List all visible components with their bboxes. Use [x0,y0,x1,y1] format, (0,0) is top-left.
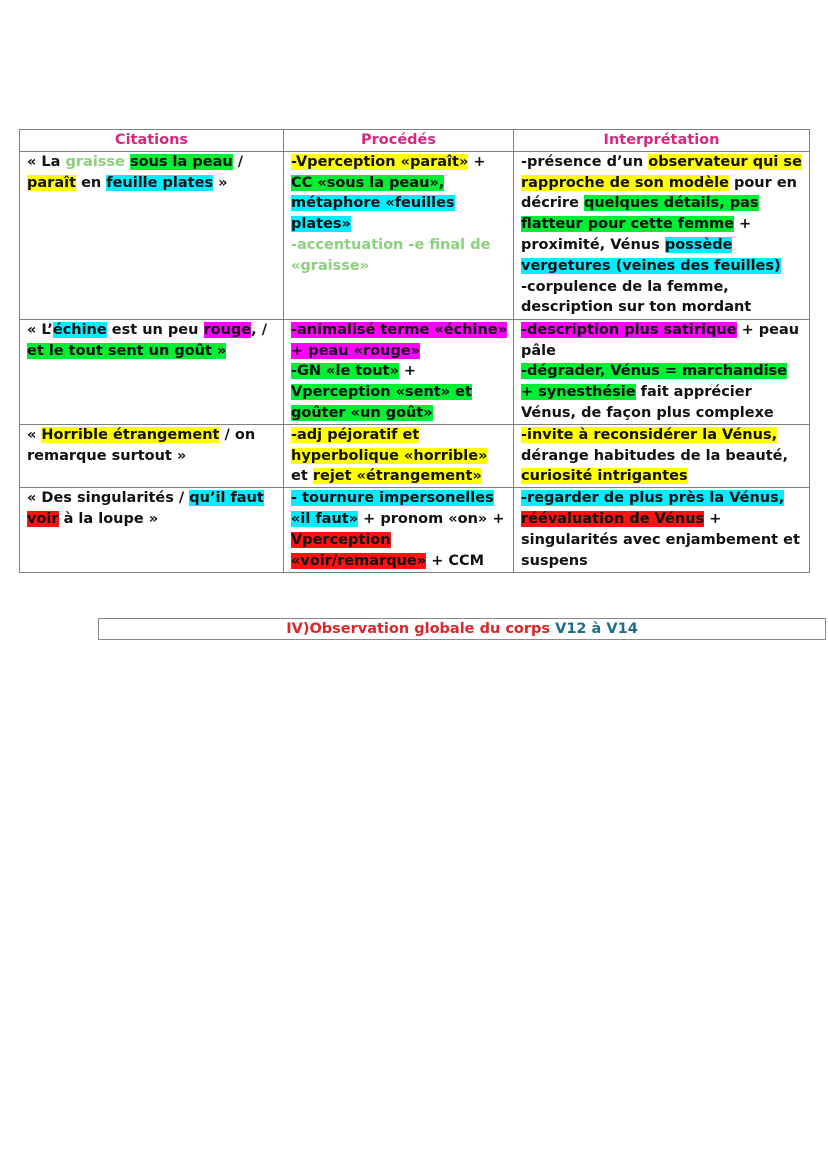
analysis-table [19,129,810,573]
table-row [20,151,810,319]
table-row [20,319,810,424]
citation-cell: « Des singularités / qu’il faut voir à la loupe » [20,488,284,573]
table-row [20,488,810,573]
citation-cell: « Horrible étrangement / on remarque surtout » [20,424,284,487]
highlight-graisse: graisse [65,153,125,170]
header-procedes: Procédés [284,130,514,152]
table-row [20,424,810,487]
section-title-main: IV)Observation globale du corps [286,621,551,637]
citation-cell: « La graisse sous la peau / paraît en feuille plates » [20,151,284,319]
section-title-range: V12 à V14 [555,621,638,637]
interpretation-cell: -invite à reconsidérer la Vénus, dérange habitudes de la beauté, curiosité intrigantes [514,424,810,487]
header-citations: Citations [20,130,284,152]
interpretation-cell: -présence d’un observateur qui se rapproche de son modèle pour en décrire quelques détails, pas flatteur pour cette femme + proximité, Vénus possède vergetures (veines des feuilles) -corpulence de la femme, description sur ton mordant [514,151,810,319]
table-header-row [20,130,810,152]
interpretation-cell: -regarder de plus près la Vénus, réévaluation de Vénus + singularités avec enjambement et suspens [514,488,810,573]
procedes-cell: -animalisé terme «échine» + peau «rouge» -GN «le tout» + Vperception «sent» et goûter «un goût» [284,319,514,424]
procedes-cell: - tournure impersonelles «il faut» + pronom «on» + Vperception «voir/remarque» + CCM [284,488,514,573]
procedes-cell: -Vperception «paraît» + CC «sous la peau», métaphore «feuilles plates» -accentuation -e final de «graisse» [284,151,514,319]
section-title [98,618,826,640]
citation-cell: « L’échine est un peu rouge, / et le tout sent un goût » [20,319,284,424]
procedes-cell: -adj péjoratif et hyperbolique «horrible» et rejet «étrangement» [284,424,514,487]
header-interpretation: Interprétation [514,130,810,152]
interpretation-cell: -description plus satirique + peau pâle -dégrader, Vénus = marchandise + synesthésie fait apprécier Vénus, de façon plus complexe [514,319,810,424]
